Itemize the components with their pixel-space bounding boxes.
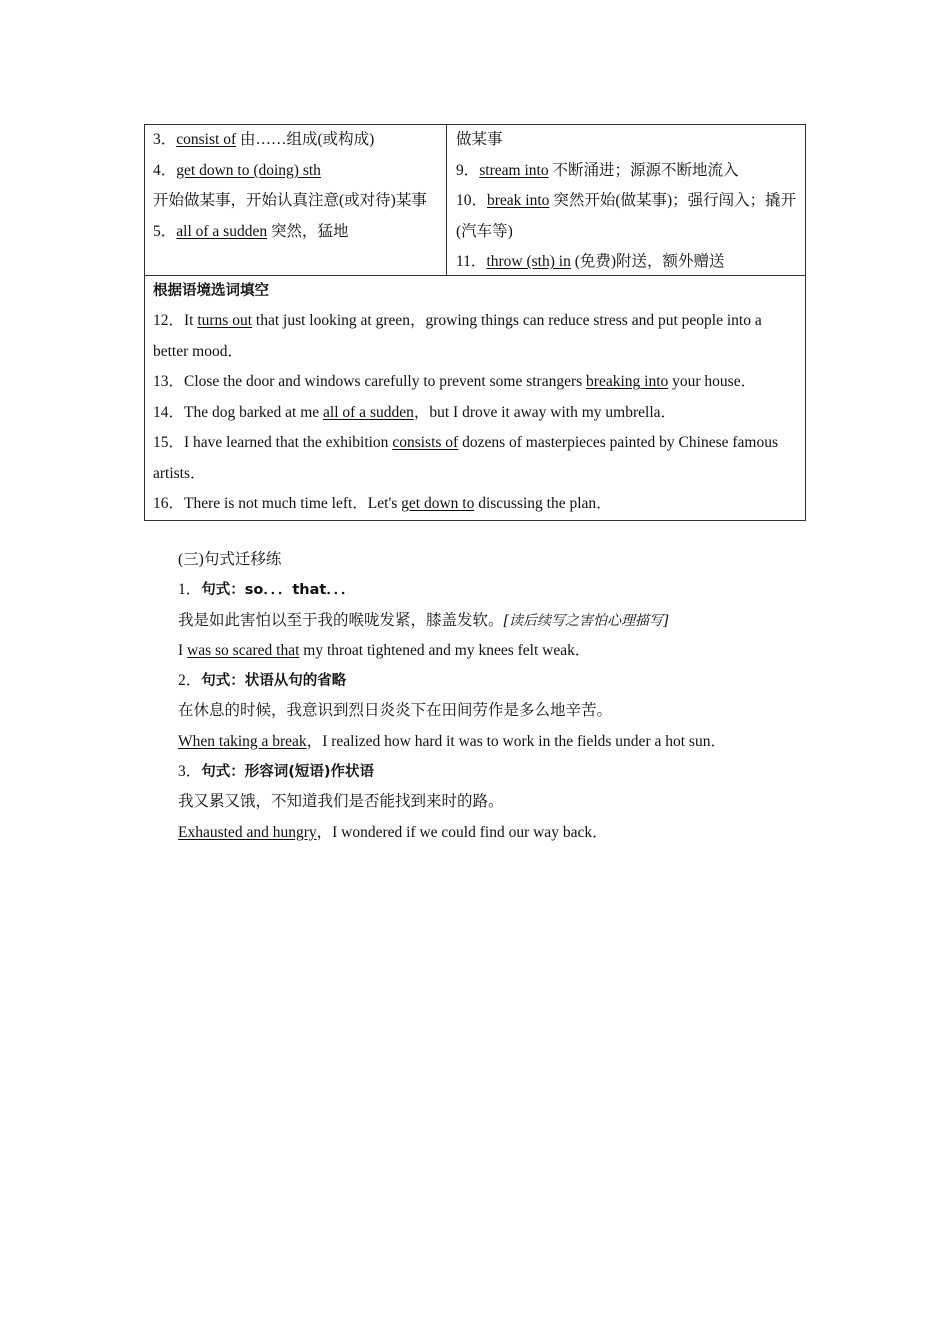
answer: all of a sudden xyxy=(323,403,414,421)
practice-item-1-title: 1．句式：so．．．that．．． xyxy=(178,581,356,599)
section-title: 根据语境选词填空 xyxy=(153,283,269,299)
practice-heading: (三)句式迁移练 xyxy=(178,551,282,568)
phrase-item-4-meaning: 开始做某事，开始认真注意(或对待)某事 xyxy=(153,192,427,209)
practice-item-1-english: I was so scared that my throat tightened and my knees felt weak． xyxy=(178,641,591,659)
phrase-term: stream into xyxy=(479,161,549,179)
sentence-13: 13．Close the door and windows carefully to prevent some strangers breaking into your house． xyxy=(153,373,757,390)
vocabulary-table xyxy=(144,124,806,521)
phrase-item-11: 11．throw (sth) in (免费)附送，额外赠送 xyxy=(456,253,725,270)
phrase-term: consist of xyxy=(176,131,237,148)
sentence-practice xyxy=(178,545,798,848)
sentence-16: 16．There is not much time left．Let's get down to discussing the plan． xyxy=(153,495,612,512)
answer: breaking into xyxy=(586,373,669,390)
phrase-item-4: 4．get down to (doing) sth xyxy=(153,161,321,179)
answer: consists of xyxy=(392,434,459,451)
phrase-item-9: 9．stream into 不断涌进；源源不断地流入 xyxy=(456,161,739,179)
sentence-14: 14．The dog barked at me all of a sudden，but I drove it away with my umbrella． xyxy=(153,403,677,421)
answer: When taking a break xyxy=(178,732,307,750)
phrase-column-left xyxy=(145,125,447,275)
practice-item-3-chinese: 我又累又饿，不知道我们是否能找到来时的路。 xyxy=(178,793,504,811)
phrase-term: get down to (doing) sth xyxy=(176,161,321,179)
phrase-term: break into xyxy=(487,192,550,209)
phrase-item-8-continued: 做某事 xyxy=(456,131,503,148)
fill-in-section xyxy=(145,276,805,520)
practice-item-3-title: 3．句式：形容词(短语)作状语 xyxy=(178,763,375,781)
phrase-item-3: 3．consist of 由……组成(或构成) xyxy=(153,131,375,148)
answer: was so scared that xyxy=(187,641,300,659)
phrase-row xyxy=(145,125,805,276)
practice-item-3-english: Exhausted and hungry，I wondered if we could find our way back． xyxy=(178,823,608,841)
sentence-12: 12．It turns out that just looking at green，growing things can reduce stress and put people into a better mood． xyxy=(153,312,762,360)
phrase-term: all of a sudden xyxy=(176,222,268,240)
phrase-item-10: 10．break into 突然开始(做某事)；强行闯入；撬开(汽车等) xyxy=(456,192,797,240)
note: [读后续写之害怕心理描写] xyxy=(503,612,669,629)
phrase-term: throw (sth) in xyxy=(486,253,571,270)
practice-item-1-chinese: 我是如此害怕以至于我的喉咙发紧，膝盖发软。[读后续写之害怕心理描写] xyxy=(178,611,669,629)
phrase-column-right xyxy=(447,125,805,275)
practice-item-2-english: When taking a break，I realized how hard it was to work in the fields under a hot sun． xyxy=(178,732,726,750)
answer: Exhausted and hungry xyxy=(178,823,317,841)
phrase-item-5: 5．all of a sudden 突然，猛地 xyxy=(153,222,349,240)
answer: get down to xyxy=(401,495,475,512)
practice-item-2-title: 2．句式：状语从句的省略 xyxy=(178,672,347,690)
answer: turns out xyxy=(197,312,253,329)
sentence-15: 15．I have learned that the exhibition consists of dozens of masterpieces painted by Chinese famous artists． xyxy=(153,434,778,482)
practice-item-2-chinese: 在休息的时候，我意识到烈日炎炎下在田间劳作是多么地辛苦。 xyxy=(178,702,613,720)
